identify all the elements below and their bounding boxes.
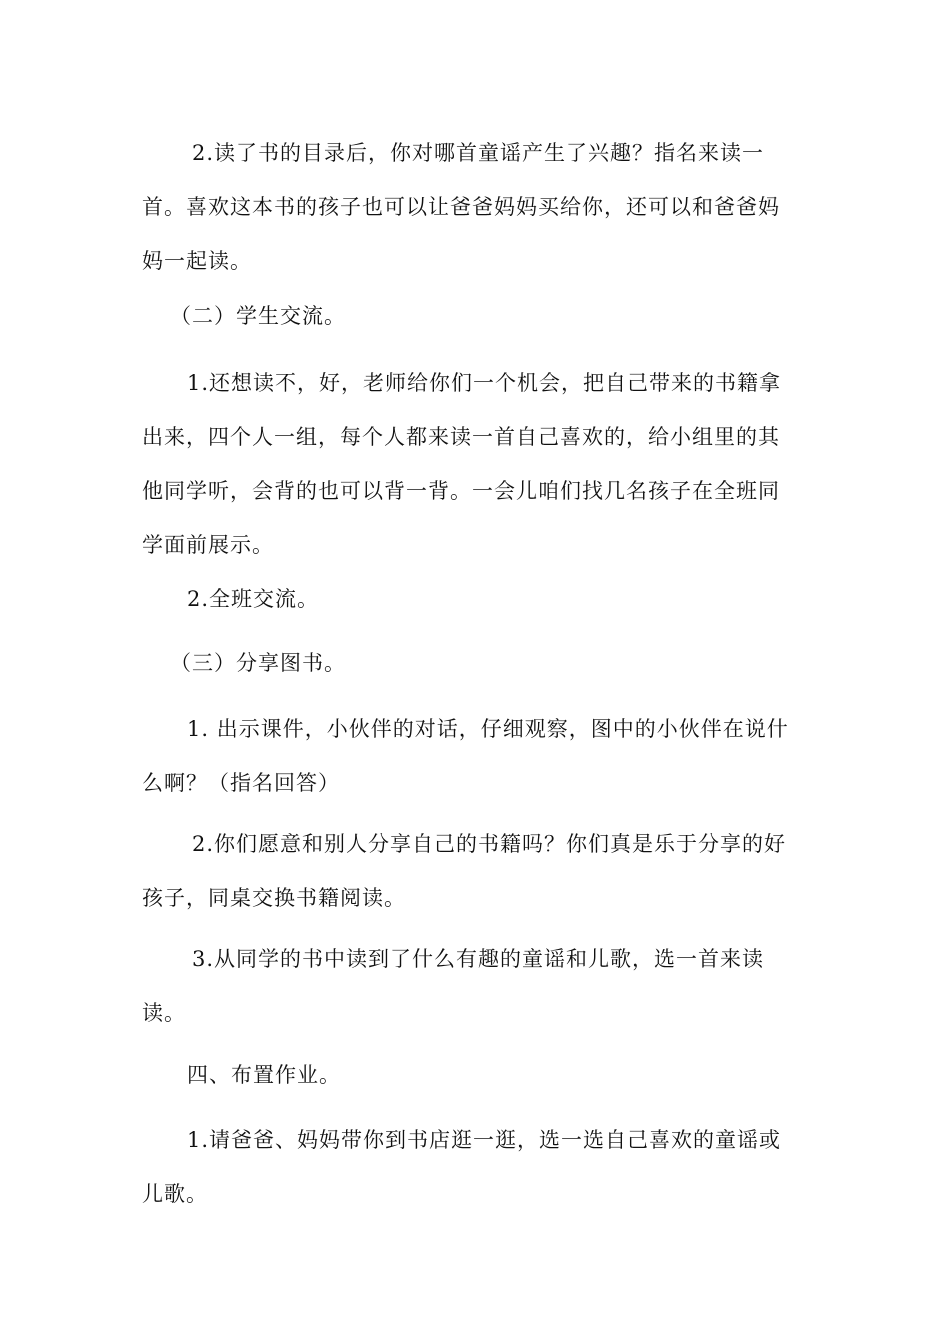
text-line: 2.全班交流。 [187,587,320,611]
text-line: 首。喜欢这本书的孩子也可以让爸爸妈妈买给你，还可以和爸爸妈 [142,195,780,219]
text-line: 出来，四个人一组，每个人都来读一首自己喜欢的，给小组里的其 [142,425,780,449]
text-line: （二）学生交流。 [170,304,346,328]
text-line: 他同学听，会背的也可以背一背。一会儿咱们找几名孩子在全班同 [142,479,780,503]
paragraph-group-reading [142,356,812,572]
text-line: 么啊？（指名回答） [142,771,340,795]
text-line: （三）分享图书。 [170,651,346,675]
section-heading-share-books [142,636,812,690]
text-line: 2.你们愿意和别人分享自己的书籍吗？你们真是乐于分享的好 [192,832,787,856]
paragraph-reading-catalog [142,126,812,288]
text-line: 读。 [142,1001,186,1025]
text-line: 1. 出示课件，小伙伴的对话，仔细观察，图中的小伙伴在说什 [187,717,789,741]
section-heading-homework [142,1048,812,1102]
paragraph-sharing-books [142,817,812,925]
text-line: 儿歌。 [142,1182,208,1206]
text-line: 3.从同学的书中读到了什么有趣的童谣和儿歌，选一首来读 [192,947,765,971]
text-line: 妈一起读。 [142,249,252,273]
text-line: 孩子，同桌交换书籍阅读。 [142,886,406,910]
paragraph-bookstore [142,1113,812,1221]
paragraph-read-rhymes [142,932,812,1040]
text-line: 1.请爸爸、妈妈带你到书店逛一逛，选一选自己喜欢的童谣或 [187,1128,782,1152]
section-heading-student-exchange [142,289,812,343]
text-line: 四、布置作业。 [187,1063,341,1087]
text-line: 2.读了书的目录后，你对哪首童谣产生了兴趣？指名来读一 [192,141,765,165]
text-line: 学面前展示。 [142,533,274,557]
paragraph-courseware [142,702,812,810]
text-line: 1.还想读不，好，老师给你们一个机会，把自己带来的书籍拿 [187,371,782,395]
paragraph-class-exchange [142,572,812,626]
